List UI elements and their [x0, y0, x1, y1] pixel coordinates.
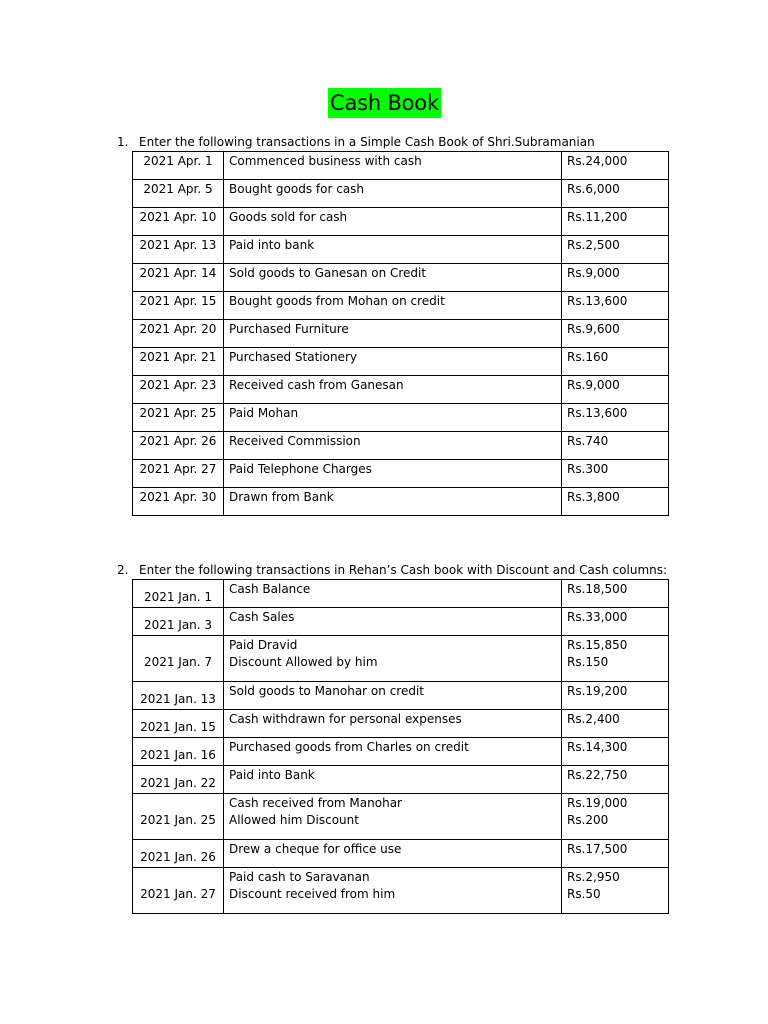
- transaction-amount-line: Rs.9,000: [567, 266, 620, 280]
- transaction-amount: [562, 208, 669, 236]
- transaction-amount-line: Rs.300: [567, 462, 609, 476]
- transaction-amount: [562, 794, 669, 840]
- transaction-amount: [562, 236, 669, 264]
- transaction-date: 2021 Jan. 7: [133, 636, 224, 682]
- transaction-date: 2021 Apr. 30: [133, 488, 224, 516]
- transaction-amount-line: Rs.9,000: [567, 378, 620, 392]
- transaction-description: [224, 404, 562, 432]
- transaction-description: [224, 208, 562, 236]
- transaction-amount-line: Rs.19,000: [567, 796, 628, 810]
- transaction-date: 2021 Jan. 16: [133, 738, 224, 766]
- transaction-description-line: Drawn from Bank: [229, 490, 334, 504]
- transaction-amount-line: Rs.33,000: [567, 610, 628, 624]
- transaction-description-line: Cash withdrawn for personal expenses: [229, 712, 462, 726]
- transaction-date: 2021 Apr. 15: [133, 292, 224, 320]
- transaction-date: 2021 Jan. 13: [133, 682, 224, 710]
- transaction-amount-line: Rs.2,400: [567, 712, 620, 726]
- table-row: [133, 636, 669, 682]
- table-row: [133, 840, 669, 868]
- transaction-amount: [562, 682, 669, 710]
- transaction-date: 2021 Jan. 22: [133, 766, 224, 794]
- table-row: [133, 710, 669, 738]
- transaction-amount: [562, 404, 669, 432]
- transaction-description-line: Sold goods to Manohar on credit: [229, 684, 424, 698]
- table-row: [133, 794, 669, 840]
- transaction-amount: [562, 152, 669, 180]
- transaction-description: [224, 794, 562, 840]
- transaction-description: [224, 738, 562, 766]
- transaction-amount: [562, 636, 669, 682]
- transaction-description-line: Paid Dravid: [229, 638, 298, 652]
- page-title: Cash Book: [328, 88, 441, 118]
- transaction-description: [224, 580, 562, 608]
- transaction-date: 2021 Apr. 23: [133, 376, 224, 404]
- transaction-date: 2021 Apr. 10: [133, 208, 224, 236]
- table-row: [133, 580, 669, 608]
- transaction-description-line: Cash received from Manohar: [229, 796, 402, 810]
- transaction-amount: [562, 608, 669, 636]
- transaction-amount-line: Rs.13,600: [567, 294, 628, 308]
- transaction-date: 2021 Apr. 21: [133, 348, 224, 376]
- transaction-description-line: Paid into bank: [229, 238, 315, 252]
- transaction-description: [224, 348, 562, 376]
- transaction-amount-line: Rs.22,750: [567, 768, 628, 782]
- transaction-date: 2021 Apr. 14: [133, 264, 224, 292]
- transaction-amount-line: Rs.9,600: [567, 322, 620, 336]
- question-2-text: Enter the following transactions in Rehan’s Cash book with Discount and Cash columns:: [139, 563, 668, 577]
- transaction-description-line: Commenced business with cash: [229, 154, 422, 168]
- transaction-description: [224, 488, 562, 516]
- question-1-prompt: [117, 135, 595, 150]
- transaction-amount: [562, 432, 669, 460]
- table-row: [133, 488, 669, 516]
- transaction-description: [224, 840, 562, 868]
- table-row: [133, 432, 669, 460]
- transaction-amount-line: Rs.3,800: [567, 490, 620, 504]
- table-row: [133, 868, 669, 914]
- transaction-amount-line: Rs.19,200: [567, 684, 628, 698]
- transaction-amount-line: Rs.740: [567, 434, 609, 448]
- transaction-date: 2021 Apr. 27: [133, 460, 224, 488]
- transaction-amount: [562, 868, 669, 914]
- transaction-description-line: Bought goods for cash: [229, 182, 365, 196]
- transaction-amount-line: Rs.18,500: [567, 582, 628, 596]
- transaction-amount-line: Rs.24,000: [567, 154, 628, 168]
- transaction-date: 2021 Jan. 26: [133, 840, 224, 868]
- transaction-description: [224, 376, 562, 404]
- table-row: [133, 264, 669, 292]
- transaction-amount: [562, 460, 669, 488]
- transaction-description-line: Allowed him Discount: [229, 813, 359, 827]
- table-row: [133, 766, 669, 794]
- transaction-date: 2021 Apr. 1: [133, 152, 224, 180]
- question-2-prompt: [117, 563, 667, 578]
- transaction-date: 2021 Apr. 26: [133, 432, 224, 460]
- transaction-description-line: Cash Sales: [229, 610, 295, 624]
- table-row: [133, 738, 669, 766]
- transaction-amount-line: Rs.200: [567, 813, 609, 827]
- table-row: [133, 460, 669, 488]
- transaction-amount: [562, 348, 669, 376]
- transaction-description: [224, 292, 562, 320]
- transaction-amount-line: Rs.2,500: [567, 238, 620, 252]
- transaction-description: [224, 636, 562, 682]
- table-row: [133, 236, 669, 264]
- transaction-description: [224, 152, 562, 180]
- transaction-description-line: Purchased Furniture: [229, 322, 349, 336]
- transaction-description: [224, 264, 562, 292]
- transaction-date: 2021 Apr. 25: [133, 404, 224, 432]
- table-row: [133, 152, 669, 180]
- transaction-date: 2021 Jan. 27: [133, 868, 224, 914]
- transaction-description-line: Drew a cheque for office use: [229, 842, 402, 856]
- question-1-number: 1.: [117, 135, 129, 149]
- transaction-amount: [562, 738, 669, 766]
- transaction-description-line: Purchased Stationery: [229, 350, 358, 364]
- transaction-description: [224, 682, 562, 710]
- transaction-description-line: Received Commission: [229, 434, 361, 448]
- transaction-amount: [562, 766, 669, 794]
- table-row: [133, 682, 669, 710]
- transaction-description-line: Paid Telephone Charges: [229, 462, 372, 476]
- transaction-amount-line: Rs.13,600: [567, 406, 628, 420]
- transaction-description-line: Sold goods to Ganesan on Credit: [229, 266, 427, 280]
- transaction-amount-line: Rs.160: [567, 350, 609, 364]
- question-2-number: 2.: [117, 563, 129, 577]
- transaction-description-line: Received cash from Ganesan: [229, 378, 404, 392]
- transaction-amount: [562, 320, 669, 348]
- transaction-amount-line: Rs.14,300: [567, 740, 628, 754]
- table-row: [133, 404, 669, 432]
- transaction-description-line: Paid cash to Saravanan: [229, 870, 370, 884]
- transaction-amount-line: Rs.6,000: [567, 182, 620, 196]
- question-1-text: Enter the following transactions in a Simple Cash Book of Shri.Subramanian: [139, 135, 595, 149]
- transaction-amount: [562, 264, 669, 292]
- transaction-amount-line: Rs.150: [567, 655, 609, 669]
- table-row: [133, 292, 669, 320]
- transaction-description-line: Discount Allowed by him: [229, 655, 378, 669]
- transaction-date: 2021 Apr. 5: [133, 180, 224, 208]
- question-2-transactions-table: [132, 579, 669, 914]
- transaction-description-line: Goods sold for cash: [229, 210, 348, 224]
- table-row: [133, 608, 669, 636]
- table-row: [133, 348, 669, 376]
- transaction-description: [224, 236, 562, 264]
- transaction-amount: [562, 376, 669, 404]
- table-row: [133, 320, 669, 348]
- transaction-description: [224, 180, 562, 208]
- transaction-amount-line: Rs.17,500: [567, 842, 628, 856]
- transaction-description: [224, 432, 562, 460]
- question-1-transactions-table: [132, 151, 669, 516]
- transaction-amount-line: Rs.50: [567, 887, 601, 901]
- transaction-amount-line: Rs.2,950: [567, 870, 620, 884]
- transaction-amount: [562, 488, 669, 516]
- transaction-amount: [562, 840, 669, 868]
- transaction-amount-line: Rs.11,200: [567, 210, 628, 224]
- transaction-date: 2021 Jan. 3: [133, 608, 224, 636]
- transaction-description-line: Discount received from him: [229, 887, 396, 901]
- transaction-description-line: Paid into Bank: [229, 768, 315, 782]
- transaction-description: [224, 766, 562, 794]
- transaction-description: [224, 868, 562, 914]
- transaction-date: 2021 Jan. 15: [133, 710, 224, 738]
- transaction-description-line: Paid Mohan: [229, 406, 299, 420]
- transaction-description-line: Purchased goods from Charles on credit: [229, 740, 469, 754]
- transaction-date: 2021 Jan. 25: [133, 794, 224, 840]
- table-row: [133, 180, 669, 208]
- transaction-date: 2021 Apr. 13: [133, 236, 224, 264]
- transaction-description-line: Bought goods from Mohan on credit: [229, 294, 445, 308]
- transaction-description: [224, 320, 562, 348]
- transaction-description-line: Cash Balance: [229, 582, 311, 596]
- transaction-amount: [562, 580, 669, 608]
- transaction-amount: [562, 710, 669, 738]
- transaction-amount: [562, 292, 669, 320]
- transaction-date: 2021 Jan. 1: [133, 580, 224, 608]
- table-row: [133, 376, 669, 404]
- transaction-description: [224, 460, 562, 488]
- transaction-amount: [562, 180, 669, 208]
- transaction-description: [224, 608, 562, 636]
- table-row: [133, 208, 669, 236]
- transaction-amount-line: Rs.15,850: [567, 638, 628, 652]
- transaction-date: 2021 Apr. 20: [133, 320, 224, 348]
- transaction-description: [224, 710, 562, 738]
